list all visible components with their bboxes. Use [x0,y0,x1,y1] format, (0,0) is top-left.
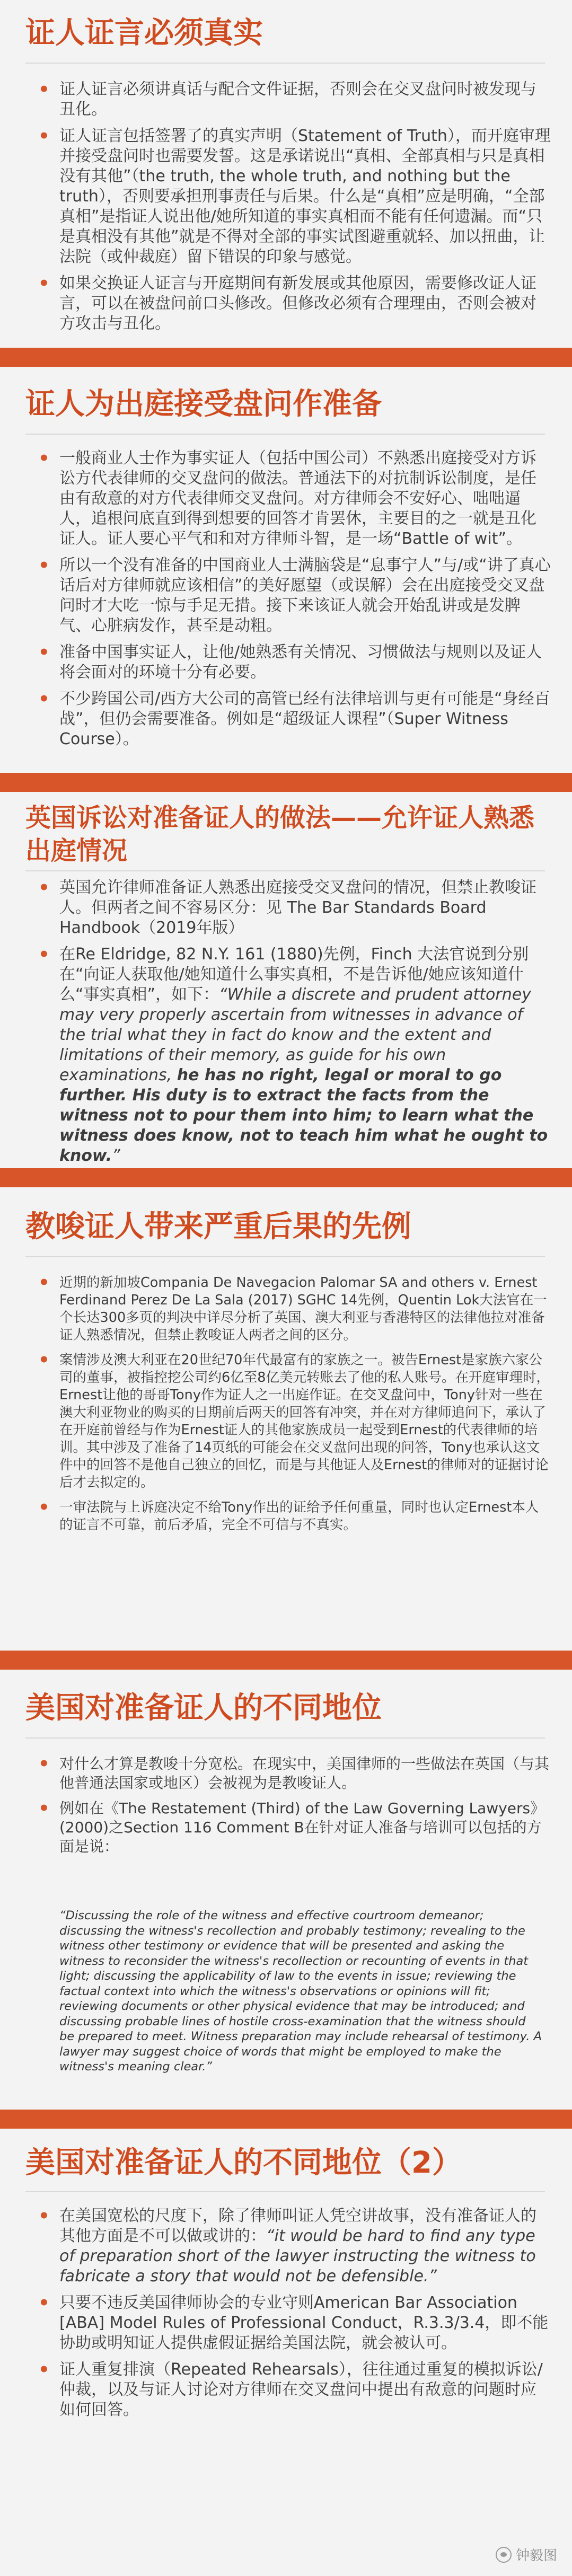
bullet-icon: • [38,448,50,469]
list-item: • 只要不违反美国律师协会的专业守则American Bar Association [ABA] Model Rules of Professional Conduct，R.3.3/3.4，即不能协助或明知证人提供虚假证据给美国法院，就会被认可。 [38,2292,549,2352]
list-item: • 所以一个没有准备的中国商业人士满脑袋是“息事宁人”与/或“讲了真心话后对方律师就应该相信”的美好愿望（或误解）会在出庭接受交叉盘问时才大吃一惊与手足无措。接下来该证人就会开始乱讲或是发脾气、心脏病发作，甚至是动粗。 [38,555,551,635]
bullet-icon: • [38,1753,50,1775]
bullet-icon: • [38,2359,50,2380]
bullet-icon: • [38,2292,50,2314]
bullet-icon: • [38,689,50,710]
section-testimony-truth [0,0,572,348]
list-item: • 如果交换证人证言与开庭期间有新发展或其他原因，需要修改证人证言，可以在被盘问前口头修改。但修改必须有合理理由，否则会被对方攻击与丑化。 [38,273,536,333]
list-item: • 案情涉及澳大利亚在20世纪70年代最富有的家族之一。被告Ernest是家族六家公司的董事，被指控挖公司约6亿至8亿美元转账去了他的私人账号。在开庭审理时，Ernest让他的哥哥Tony作为证人之一出庭作证。在交叉盘问中，Tony针对一些在澳大利亚物业的购买的日期前后两天的回答有冲突，并在对方律师追问下，承认了在开庭前曾经与作为Ernest证人的其他家族成员一起受到Ernest的代表律师的培训。其中涉及了准备了14页纸的可能会在交叉盘问出现的问答，Tony也承认这文件中的回答不是他自己独立的回忆，而是与其他证人及Ernest的律师对的证据讨论后才去拟定的。 [38,1349,550,1490]
list-item: • 在美国宽松的尺度下，除了律师叫证人凭空讲故事，没有准备证人的其他方面是不可以做或讲的：“it would be hard to find any type of preparation short of the lawyer instructing the witness to fabricate a story that would not be defensible.” [38,2206,536,2286]
bullet-list [32,878,551,1172]
section-witness-preparation [0,367,572,773]
section-separator [0,2110,572,2129]
list-item: • 证人证言必须讲真话与配合文件证据，否则会在交叉盘问时被发现与丑化。 [38,79,536,119]
section-title: 美国对准备证人的不同地位（2） [25,2146,462,2180]
divider [25,2191,545,2192]
section-separator [0,348,572,367]
section-title: 证人证言必须真实 [25,16,263,50]
list-item: • 一审法院与上诉庭决定不给Tony作出的证给予任何重量，同时也认定Ernest本人的证言不可靠，前后矛盾，完全不可信与不真实。 [38,1497,539,1533]
section-title: 教唆证人带来严重后果的先例 [25,1210,411,1244]
section-us-position-2 [0,2129,572,2576]
section-coaching-precedent [0,1187,572,1651]
section-us-position [0,1670,572,2110]
divider [25,1256,545,1257]
bullet-icon: • [38,273,50,294]
bullet-icon: • [38,1497,50,1518]
list-item: • 证人证言包括签署了的真实声明（Statement of Truth），而开庭审理并接受盘问时也需要发誓。这是承诺说出“真相、全部真相与只是真相没有其他”（the truth, the whole truth, and nothing but the truth），否则要承担刑事责任与后果。什么是“真相”应是明确，“全部真相”是指证人说出他/她所知道的事实真相而不能有任何遗漏。而“只是真相没有其他”就是不得对全部的事实试图避重就轻、加以扭曲，让法院（或仲裁庭）留下错误的印象与感觉。 [38,126,551,266]
list-item: • 一般商业人士作为事实证人（包括中国公司）不熟悉出庭接受对方诉讼方代表律师的交叉盘问的做法。普通法下的对抗制诉讼制度，是任由有敌意的对方代表律师交叉盘问。对方律师会不安好心、咄咄逼人，追根问底直到得到想要的回答才肯罢休，主要目的之一就是丑化证人。证人要心平气和和对方律师斗智，是一场“Battle of wit”。 [38,448,536,548]
divider [25,434,545,435]
section-title: 美国对准备证人的不同地位 [25,1691,382,1725]
bullet-icon: • [38,1798,50,1819]
list-item: • 证人重复排演（Repeated Rehearsals），往往通过重复的模拟诉讼/仲裁，以及与证人讨论对方律师在交叉盘问中提出有敌意的问题时应如何回答。 [38,2359,543,2419]
list-item: • 例如在《The Restatement (Third) of the Law Governing Lawyers》(2000)之Section 116 Comment B在针对证人准备与培训可以包括的方面是说： [38,1798,545,1855]
section-separator [0,1651,572,1670]
bullet-icon: • [38,1272,50,1293]
section-uk-preparation [0,792,572,1168]
restatement-quote: “Discussing the role of the witness and effective courtroom demeanor; discussing the witness's recollection and probably testimony; revealing to the witness other testimony or evidence that will be presented and asking the witness to reconsider the witness's recollection or recounting of events in that light; discussing the applicability of law to the events in issue; reviewing the factual context into which the witness's observations or opinions will fit; reviewing documents or other physical evidence that may be introduced; and discussing probable lines of hostile cross-examination that the witness should be prepared to meet. Witness preparation may include rehearsal of testimony. A lawyer may suggest choice of words that might be employed to make the witness's meaning clear.” [59,1909,542,2074]
list-item: • 准备中国事实证人，让他/她熟悉有关情况、习惯做法与规则以及证人将会面对的环境十分有必要。 [38,642,542,682]
section-title: 证人为出庭接受盘问作准备 [25,387,382,421]
section-separator [0,1168,572,1187]
bullet-icon: • [38,877,50,898]
list-item: • 不少跨国公司/西方大公司的高管已经有法律培训与更有可能是“身经百战”，但仍会需要准备。例如是“超级证人课程”（Super Witness Course）。 [38,689,550,748]
list-item: • 对什么才算是教唆十分宽松。在现实中，美国律师的一些做法在英国（与其他普通法国家或地区）会被视为是教唆证人。 [38,1753,550,1792]
section-separator [0,773,572,792]
bullet-icon: • [38,2206,50,2227]
list-item: • 近期的新加坡Compania De Navegacion Palomar SA and others v. Ernest Ferdinand Perez De La Sala (2017) SGHC 14先例，Quentin Lok大法官在一个长达300多页的判决中详尽分析了英国、澳大利亚与香港特区的法律他拉对准备证人熟悉情况，但禁止教唆证人两者之间的区分。 [38,1272,547,1343]
divider [25,870,545,871]
bullet-icon: • [38,642,50,663]
bullet-icon: • [38,1349,50,1371]
divider [25,1737,545,1739]
bullet-list [32,2206,551,2427]
section-title: 英国诉讼对准备证人的做法——允许证人熟悉出庭情况 [25,803,535,866]
list-item: • 在Re Eldridge, 82 N.Y. 161 (1880)先例，Finch 大法官说到分别在“向证人获取他/她知道什么事实真相，不是告诉他/她应该知道什么“事实真相”，如下：“While a discrete and prudent attorney may very properly ascertain from witnesses in advance of the trial what they in fact do know and the extent and limitations of their memory, as guide for his own examinations, he has no right, legal or moral to go further. His duty is to extract the facts from the witness not to pour them into him; to learn what the witness does know, not to teach him what he ought to know.” [38,944,548,1165]
watermark [496,2545,557,2564]
wechat-icon [496,2547,512,2563]
bullet-icon: • [38,79,50,100]
bullet-icon: • [38,126,50,147]
bullet-icon: • [38,555,50,576]
divider [25,63,545,64]
list-item: • 英国允许律师准备证人熟悉出庭接受交叉盘问的情况，但禁止教唆证人。但两者之间不容易区分：见 The Bar Standards Board Handbook（2019年版） [38,877,536,937]
bullet-list [32,1754,551,1863]
bullet-icon: • [38,944,50,965]
bullet-list [32,448,551,756]
bullet-list [32,1274,551,1541]
watermark-text: 钟毅图 [515,2548,557,2564]
bullet-list [32,80,551,340]
